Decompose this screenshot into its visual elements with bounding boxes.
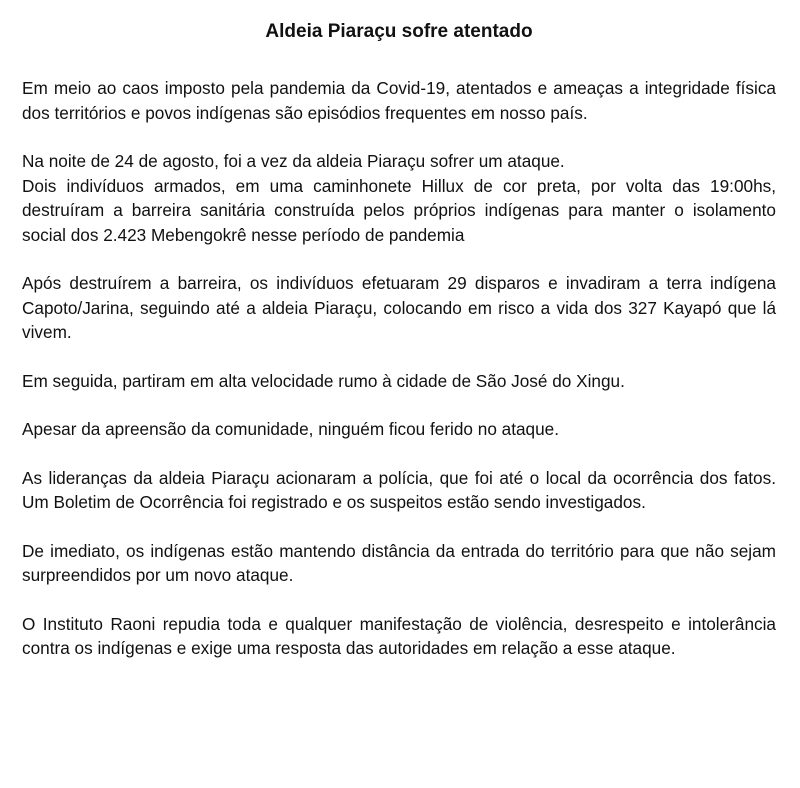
- paragraph-institute-statement: O Instituto Raoni repudia toda e qualquer manifestação de violência, desrespeito e intolerância contra os indígenas e exige uma resposta das autoridades em relação a esse ataque.: [22, 613, 776, 658]
- document-page: [22, 19, 776, 685]
- document-title: Aldeia Piaraçu sofre atentado: [265, 21, 533, 42]
- paragraph-escape: Em seguida, partiram em alta velocidade rumo à cidade de São José do Xingu.: [22, 370, 625, 391]
- paragraph-police-report: As lideranças da aldeia Piaraçu acionaram a polícia, que foi até o local da ocorrência dos fatos. Um Boletim de Ocorrência foi registrado e os suspeitos estão sendo investigados.: [22, 467, 776, 512]
- paragraph-intro: Em meio ao caos imposto pela pandemia da Covid-19, atentados e ameaças a integridade física dos territórios e povos indígenas são episódios frequentes em nosso país.: [22, 78, 776, 123]
- paragraph-barrier-destroyed: Dois indivíduos armados, em uma caminhonete Hillux de cor preta, por volta das 19:00hs, destruíram a barreira sanitária construída pelos próprios indígenas para manter o isolamento social dos 2.423 Mebengokrê nesse período de pandemia: [22, 175, 776, 245]
- paragraph-precautions: De imediato, os indígenas estão mantendo distância da entrada do território para que não sejam surpreendidos por um novo ataque.: [22, 540, 776, 585]
- paragraph-night-attack: Na noite de 24 de agosto, foi a vez da aldeia Piaraçu sofrer um ataque.: [22, 151, 565, 171]
- paragraph-no-injuries: Apesar da apreensão da comunidade, ninguém ficou ferido no ataque.: [22, 419, 560, 439]
- paragraph-shots-fired: Após destruírem a barreira, os indivíduos efetuaram 29 disparos e invadiram a terra indígena Capoto/Jarina, seguindo até a aldeia Piaraçu, colocando em risco a vida dos 327 Kayapó que lá vivem.: [22, 273, 776, 342]
